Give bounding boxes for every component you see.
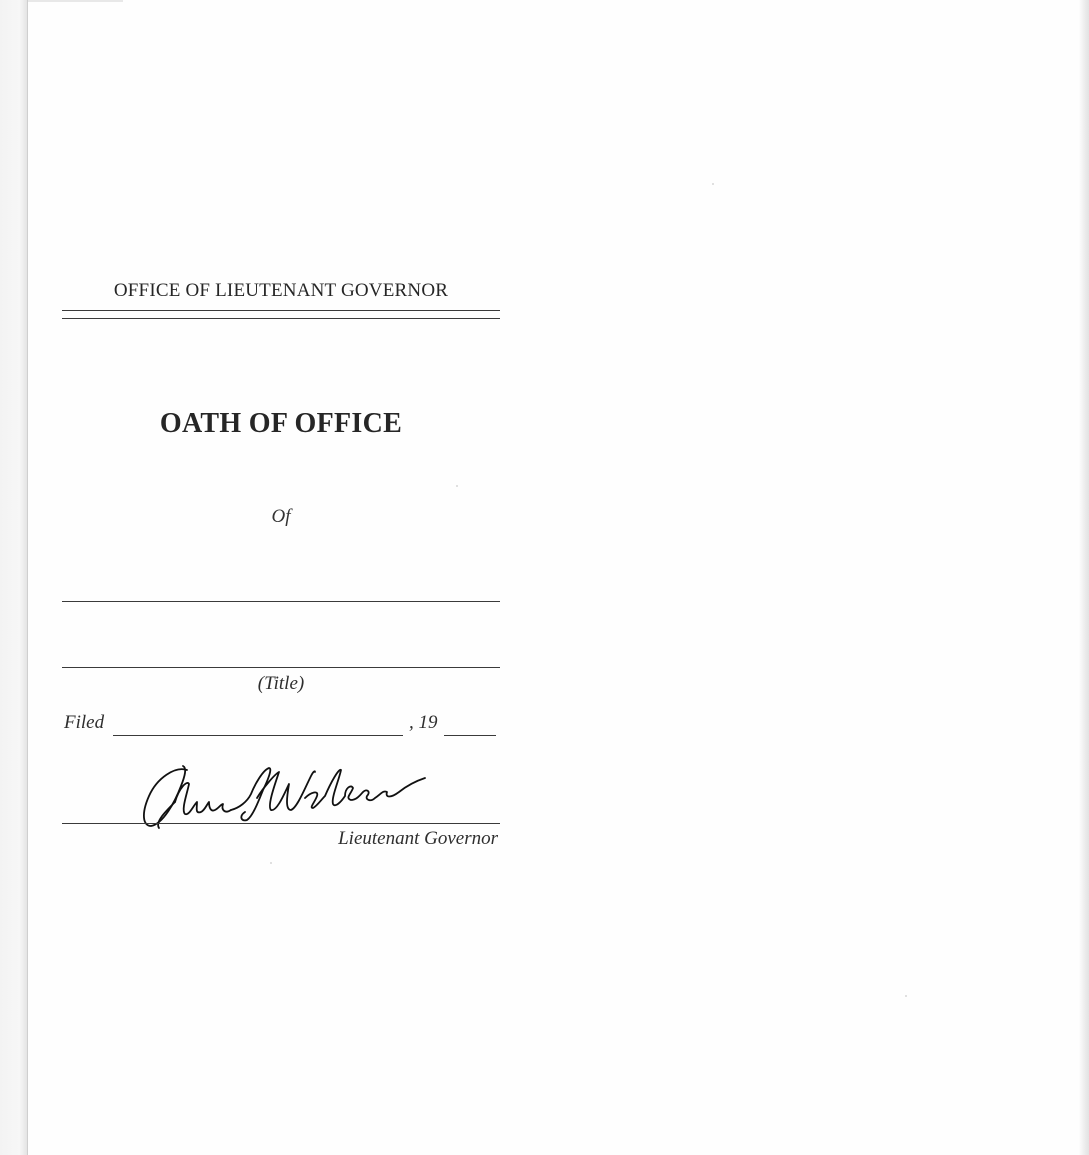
filed-year-line [444, 735, 496, 736]
paper-speck [712, 183, 714, 185]
of-label: Of [271, 506, 291, 527]
page-left-edge [0, 0, 28, 1155]
filed-year-prefix: , 19 [409, 712, 438, 733]
document-title: OATH OF OFFICE [159, 408, 403, 439]
header-rule-bottom [62, 318, 500, 319]
filed-label: Filed [64, 712, 105, 733]
signature-line [62, 823, 500, 824]
name-field-line [62, 601, 500, 602]
title-caption: (Title) [257, 673, 305, 694]
paper-speck [456, 485, 458, 487]
title-field-line [62, 667, 500, 668]
filed-row [62, 712, 502, 740]
signature-caption: Lieutenant Governor [338, 828, 498, 849]
paper-speck [905, 995, 907, 997]
page-top-edge [28, 0, 123, 2]
paper-speck [270, 862, 272, 864]
office-header: OFFICE OF LIEUTENANT GOVERNOR [113, 280, 449, 301]
filed-date-line [113, 735, 403, 736]
lieutenant-governor-signature [135, 758, 435, 838]
header-rule-top [62, 310, 500, 311]
page-right-edge [1079, 0, 1089, 1155]
